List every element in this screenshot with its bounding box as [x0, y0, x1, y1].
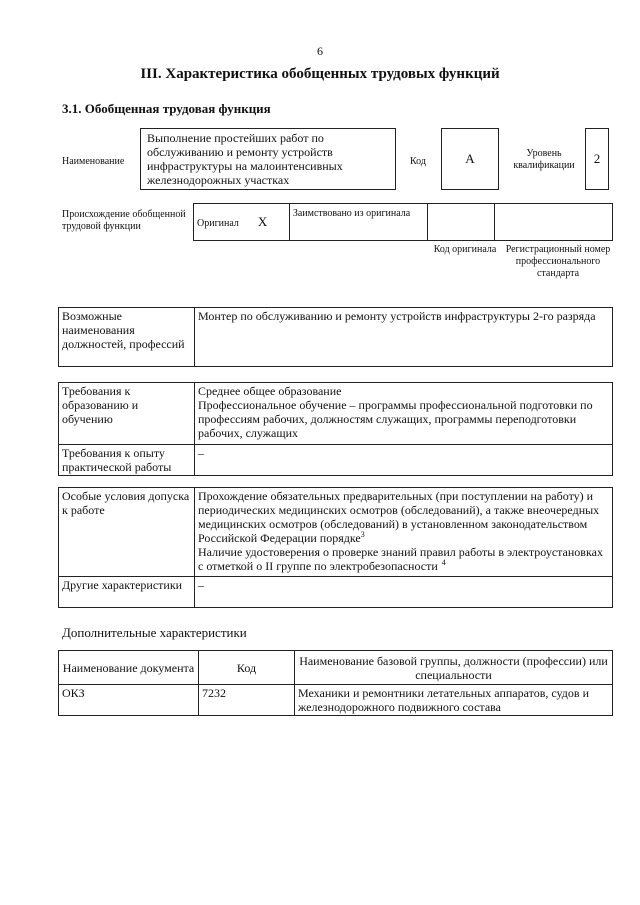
page-number: 6 [317, 44, 323, 58]
experience-label: Требования к опыту практической работы [59, 445, 195, 476]
function-code-box [441, 128, 499, 190]
level-value: 2 [593, 151, 601, 166]
additional-title: Дополнительные характеристики [62, 625, 247, 640]
conditions-label: Особые условия допуска к работе [59, 488, 195, 577]
subsection-title: 3.1. Обобщенная трудовая функция [62, 101, 271, 116]
original-mark: X [257, 213, 268, 229]
conditions-text-2: Наличие удостоверения о проверке знаний правил работы в электроустановках с отметкой о II группе по электробезопасности $^4$ [198, 545, 603, 573]
row-code: 7232 [199, 685, 295, 716]
function-name-box [140, 128, 396, 190]
additional-table [58, 650, 613, 716]
conditions-value [195, 488, 613, 577]
function-code-value: A [465, 151, 475, 166]
reg-number-cell [495, 204, 613, 241]
original-label: Оригинал [197, 217, 239, 229]
positions-label: Возможные наименования должностей, профессий [59, 308, 195, 367]
header-group: Наименование базовой группы, должности (профессии) или специальности [295, 651, 613, 685]
header-document: Наименование документа [59, 651, 199, 685]
borrowed-label: Заимствовано из оригинала [292, 208, 411, 219]
level-box [585, 128, 609, 190]
additional-header-row [59, 651, 613, 685]
row-document: ОКЗ [59, 685, 199, 716]
conditions-table [58, 487, 613, 608]
name-label: Наименование [62, 156, 125, 167]
footnote-4: 4 [441, 558, 446, 567]
original-code-caption: Код оригинала [433, 244, 497, 255]
level-label: Уровень квалификации [513, 148, 575, 171]
experience-value: – [195, 445, 613, 476]
requirements-table [58, 382, 613, 476]
section-title: III. Характеристика обобщенных трудовых функций [140, 66, 500, 82]
table-row [59, 685, 613, 716]
footnote-3: 3 [360, 530, 365, 539]
positions-value: Монтер по обслуживанию и ремонту устройств инфраструктуры 2-го разряда [195, 308, 613, 367]
header-code: Код [199, 651, 295, 685]
education-label: Требования к образованию и обучению [59, 383, 195, 445]
other-label: Другие характеристики [59, 577, 195, 608]
original-cell [194, 204, 290, 241]
education-line-2: Профессиональное обучение – программы профессиональной подготовки по профессиям рабочих, должностям служащих, программы переподготовки рабочих, служащих [198, 398, 593, 440]
positions-table [58, 307, 613, 367]
other-value: – [195, 577, 613, 608]
original-code-cell [427, 204, 495, 241]
origin-label: Происхождение обобщенной трудовой функции [62, 209, 186, 232]
row-group: Механики и ремонтники летательных аппаратов, судов и железнодорожного подвижного состава [295, 685, 613, 716]
education-line-1: Среднее общее образование [198, 384, 342, 398]
borrowed-cell [289, 204, 427, 241]
conditions-text-1: Прохождение обязательных предварительных (при поступлении на работу) и периодических медицинских осмотров (обследований), а также внеочередных медицинских осмотров (обследований) в установленном законодательством Российской Федерации порядке$^3$ [198, 489, 600, 545]
reg-number-caption: Регистрационный номер профессионального стандарта [505, 244, 611, 279]
education-value [195, 383, 613, 445]
code-label: Код [410, 156, 426, 167]
origin-table [193, 203, 613, 241]
function-name-value: Выполнение простейших работ по обслуживанию и ремонту устройств инфраструктуры на малоинтенсивных железнодорожных участках [147, 131, 343, 187]
